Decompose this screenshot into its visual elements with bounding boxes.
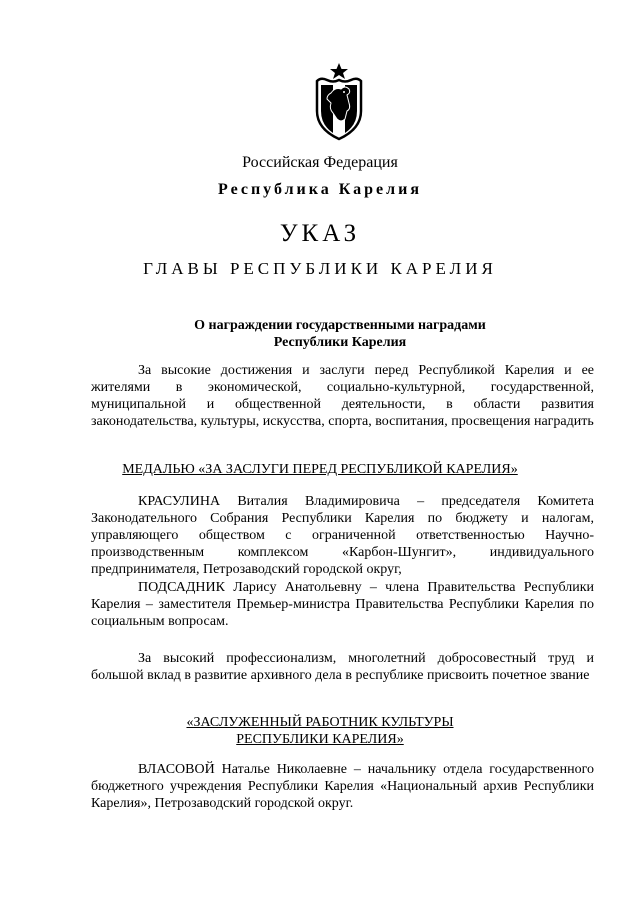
- awardee-paragraph: ВЛАСОВОЙ Наталье Николаевне – начальнику отдела государственного бюджетного учреждения Республики Карелия «Национальный архив Республики Карелия», Петрозаводский городской округ.: [91, 762, 594, 811]
- intro-paragraph: За высокие достижения и заслуги перед Республикой Карелия и ее жителями в экономической, социально-культурной, государственной, муниципальной и общественной деятельности, в области развития законодательства, культуры, искусства, спорта, воспитания, просвещения наградить: [91, 363, 594, 429]
- republic-name: Республика Карелия: [218, 181, 422, 198]
- issuer-title: ГЛАВЫ РЕСПУБЛИКИ КАРЕЛИЯ: [143, 259, 497, 278]
- medal-title: МЕДАЛЬЮ «ЗА ЗАСЛУГИ ПЕРЕД РЕСПУБЛИКОЙ КАРЕЛИЯ»: [122, 462, 518, 477]
- honorary-title-line2: РЕСПУБЛИКИ КАРЕЛИЯ»: [236, 732, 404, 747]
- honorary-title: [0, 714, 640, 748]
- decree-subject-line2: Республики Карелия: [273, 335, 407, 350]
- decree-subject-line1: О награждении государственными наградами: [194, 318, 486, 333]
- document-type: УКАЗ: [279, 220, 361, 247]
- awardee-paragraph: КРАСУЛИНА Виталия Владимировича – председателя Комитета Законодательного Собрания Республики Карелия по бюджету и налогам, управляющего обществом с ограниченной ответственностью Научно-производственным комплексом «Карбон-Шунгит», индивидуального предпринимателя, Петрозаводский городской округ,: [91, 494, 594, 577]
- decree-subject: [150, 317, 530, 351]
- karelia-coat-of-arms-icon: [311, 63, 367, 141]
- awardee-paragraph: ПОДСАДНИК Ларису Анатольевну – члена Правительства Республики Карелия – заместителя Премьер-министра Правительства Республики Карелия по социальным вопросам.: [91, 580, 594, 629]
- professional-paragraph: За высокий профессионализм, многолетний добросовестный труд и большой вклад в развитие архивного дела в республике присвоить почетное звание: [91, 651, 594, 683]
- country-name: Российская Федерация: [242, 154, 398, 171]
- honorary-title-line1: «ЗАСЛУЖЕННЫЙ РАБОТНИК КУЛЬТУРЫ: [186, 715, 454, 730]
